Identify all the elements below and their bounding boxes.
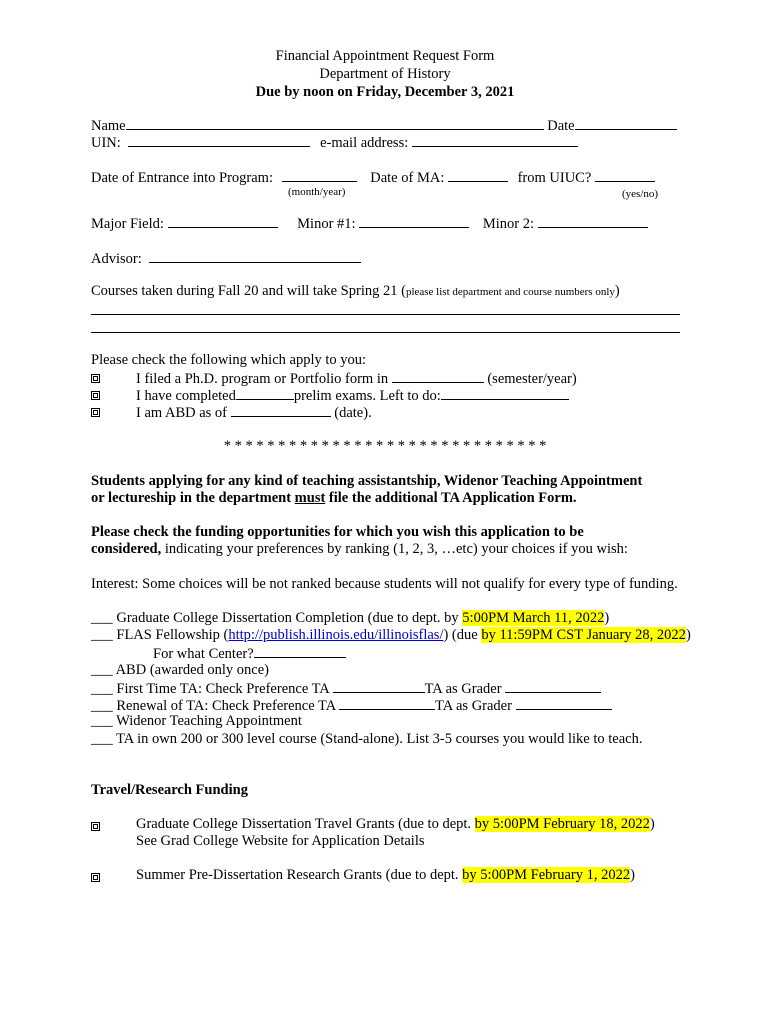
checkbox-prelims[interactable] [91, 391, 100, 400]
must-emphasis: must [294, 490, 326, 506]
form-title: Financial Appointment Request Form [275, 48, 495, 64]
checkbox-travel-grants[interactable] [91, 822, 100, 831]
minor1-field[interactable] [359, 214, 469, 228]
checkbox-phd-form[interactable] [91, 374, 100, 383]
courses-line-2[interactable] [91, 332, 680, 333]
funding-first-time-ta[interactable]: ___ First Time TA: Check Preference TA TA as Grader [91, 679, 601, 698]
due-date: Due by noon on Friday, December 3, 2021 [255, 84, 515, 100]
checkbox-abd[interactable] [91, 408, 100, 417]
deadline-highlight: by 11:59PM CST January 28, 2022 [481, 627, 686, 643]
funding-renewal-ta[interactable]: ___ Renewal of TA: Check Preference TA TA as Grader [91, 696, 612, 715]
ta-preference-field[interactable] [333, 679, 425, 693]
ma-date-field[interactable] [448, 168, 508, 182]
renewal-ta-field[interactable] [339, 696, 435, 710]
deadline-highlight: by 5:00PM February 1, 2022 [462, 867, 631, 883]
courses-hint: please list department and course numbers only [405, 286, 615, 298]
funding-dissertation-completion[interactable]: ___ Graduate College Dissertation Completion (due to dept. by 5:00PM March 11, 2022) [91, 610, 610, 626]
checks-intro: Please check the following which apply to you: [91, 352, 367, 368]
advisor-label: Advisor: [91, 251, 142, 267]
funding-intro-line1: Please check the funding opportunities for which you wish this application to be [91, 524, 584, 540]
prelims-completed-field[interactable] [236, 386, 294, 400]
date-label: Date [547, 118, 575, 134]
left-to-do-field[interactable] [441, 386, 569, 400]
funding-flas[interactable]: ___ FLAS Fellowship (http://publish.illinois.edu/illinoisflas/) (due by 11:59PM CST January 28, 2022) [91, 627, 691, 643]
uin-row [91, 133, 578, 152]
month-year-hint: (month/year) [288, 186, 346, 198]
ma-label: Date of MA: [370, 170, 445, 186]
funding-abd[interactable]: ___ ABD (awarded only once) [91, 662, 269, 678]
check-item-prelims: I have completed prelim exams. Left to do: [136, 386, 569, 405]
abd-date-field[interactable] [231, 403, 331, 417]
funding-widenor[interactable]: ___ Widenor Teaching Appointment [91, 713, 302, 729]
ta-grader-field[interactable] [505, 679, 601, 693]
travel-heading: Travel/Research Funding [91, 782, 248, 798]
minor2-label: Minor 2: [482, 216, 534, 232]
entrance-label: Date of Entrance into Program: [91, 170, 273, 186]
email-field[interactable] [412, 133, 578, 147]
deadline-highlight: by 5:00PM February 18, 2022 [474, 816, 650, 832]
courses-row: Courses taken during Fall 20 and will take Spring 21 (please list department and course numbers only) [91, 283, 620, 299]
separator: * * * * * * * * * * * * * * * * * * * * * * * * * * * * * * [223, 438, 547, 454]
yes-no-hint: (yes/no) [622, 188, 659, 200]
deadline-highlight: 5:00PM March 11, 2022 [462, 610, 605, 626]
courses-line-1[interactable] [91, 314, 680, 315]
date-field[interactable] [575, 116, 677, 130]
uiuc-label: from UIUC? [517, 170, 592, 186]
advisor-field[interactable] [149, 249, 361, 263]
renewal-grader-field[interactable] [516, 696, 612, 710]
minor2-field[interactable] [538, 214, 648, 228]
checkbox-research-grants[interactable] [91, 873, 100, 882]
check-item-phd-form: I filed a Ph.D. program or Portfolio form in (semester/year) [136, 371, 577, 387]
uin-label: UIN: [91, 135, 121, 151]
department-name: Department of History [319, 66, 451, 82]
ta-notice-line1: Students applying for any kind of teaching assistantship, Widenor Teaching Appointment [91, 473, 643, 489]
flas-center-row: For what Center? [153, 644, 346, 663]
name-field[interactable] [126, 116, 544, 130]
advisor-row [91, 249, 361, 268]
funding-intro-line2: considered, indicating your preferences by ranking (1, 2, 3, …etc) your choices if you wish: [91, 541, 628, 557]
courses-label: Courses taken during Fall 20 and will take Spring 21 ( [91, 283, 406, 299]
check-item-abd: I am ABD as of (date). [136, 405, 372, 421]
semester-field[interactable] [392, 369, 484, 383]
research-grant-item: Summer Pre-Dissertation Research Grants (due to dept. by 5:00PM February 1, 2022) [136, 867, 635, 883]
major-label: Major Field: [91, 216, 164, 232]
major-field[interactable] [168, 214, 278, 228]
travel-grant-note: See Grad College Website for Application Details [136, 833, 425, 849]
flas-link[interactable]: http://publish.illinois.edu/illinoisflas/ [228, 627, 444, 643]
email-label: e-mail address: [320, 135, 409, 151]
fields-row [91, 214, 648, 233]
name-label: Name [91, 118, 126, 134]
minor1-label: Minor #1: [297, 216, 356, 232]
uin-field[interactable] [128, 133, 310, 147]
uiuc-field[interactable] [595, 168, 655, 182]
funding-own-course[interactable]: ___ TA in own 200 or 300 level course (Stand-alone). List 3-5 courses you would like to teach. [91, 731, 643, 747]
ta-notice-line2: or lectureship in the department must file the additional TA Application Form. [91, 490, 577, 506]
interest-note: Interest: Some choices will be not ranked because students will not qualify for every type of funding. [91, 576, 678, 592]
travel-grant-item: Graduate College Dissertation Travel Grants (due to dept. by 5:00PM February 18, 2022) [136, 816, 655, 832]
entrance-date-field[interactable] [282, 168, 357, 182]
center-field[interactable] [254, 644, 346, 658]
entrance-row [91, 168, 655, 187]
